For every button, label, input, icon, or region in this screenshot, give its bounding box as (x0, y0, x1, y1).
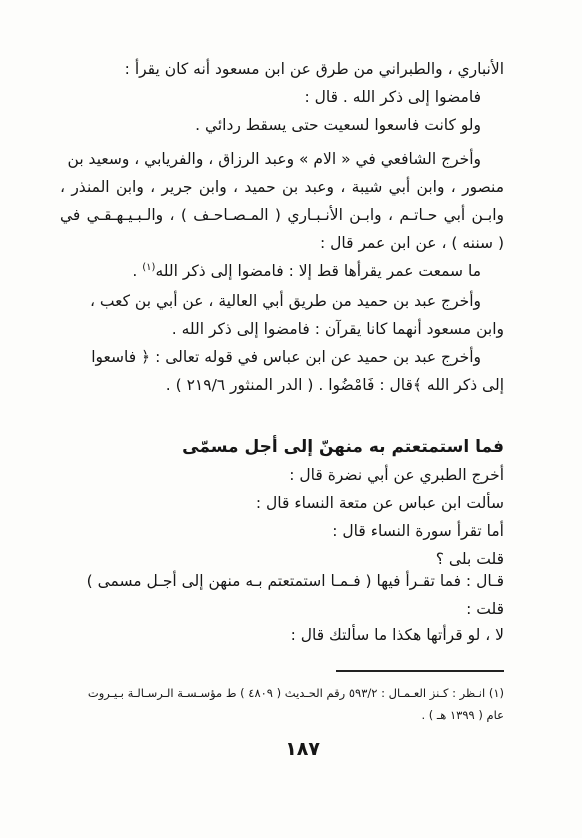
text-line: لا ، لو قرأتها هكذا ما سألتك قال : (290, 626, 504, 644)
text-line: ولو كانت فاسعوا لسعيت حتى يسقط ردائي . (195, 116, 481, 134)
text-line: أخرج الطبري عن أبي نضرة قال : (289, 466, 504, 484)
footnote-divider (336, 670, 504, 672)
text-segment: ما سمعت عمر يقرأها قط إلا : فامضوا إلى ذكر الله (155, 262, 481, 281)
text-line: وأخرج عبد بن حميد عن ابن عباس في قوله تعالى : ﴿ فاسعوا (91, 348, 481, 366)
text-line: إلى ذكر الله ﴾قال : فَامْضُوا . ( الدر المنثور ٢١٩/٦ ) . (165, 376, 504, 394)
text-line: قـال : فما تقـرأ فيها ( فـمـا استمتعتم بـه منهن إلى أجـل مسمى ) (86, 572, 504, 590)
footnote-marker: (١) (142, 262, 156, 273)
footnote-line: (١) انـظر : كـنز العـمـال : ٥٩٣/٢ رقم الحـديث ( ٤٨٠٩ ) ط مؤسـسـة الـرسـالـة بـيـروت (87, 686, 504, 700)
text-line: ( سننه ) ، عن ابن عمر قال : (319, 234, 504, 252)
page-number: ١٨٧ (285, 738, 320, 760)
verse-heading: فما استمتعتم به منهنّ إلى أجل مسمّى (182, 437, 504, 457)
text-line: منصور ، وابن أبي شيبة ، وعبد بن حميد ، وابن جرير ، وابن المنذر ، (60, 178, 504, 196)
text-line: فامضوا إلى ذكر الله . قال : (304, 88, 481, 106)
text-line: وابن مسعود أنهما كانا يقرآن : فامضوا إلى ذكر الله . (171, 320, 504, 338)
text-line (132, 257, 481, 279)
text-line: أما تقرأ سورة النساء قال : (332, 522, 504, 540)
text-line: وأخرج عبد بن حميد من طريق أبي العالية ، عن أبي بن كعب ، (89, 292, 481, 310)
text-line: الأنباري ، والطبراني من طرق عن ابن مسعود أنه كان يقرأ : (124, 60, 504, 78)
text-line: قلت بلى ؟ (435, 550, 504, 568)
text-line: سألت ابن عباس عن متعة النساء قال : (255, 494, 504, 512)
text-segment: . (132, 262, 143, 281)
text-line: وأخرج الشافعي في « الام » وعبد الرزاق ، والفريابي ، وسعيد بن (67, 150, 481, 168)
footnote-line: عام ( ١٣٩٩ هـ ) . (421, 708, 504, 722)
text-line: قلت : (466, 600, 504, 618)
text-line: وابـن أبي حـاتـم ، وابـن الأنـبـاري ( المـصـاحـف ) ، والـبـيـهـقـي في (60, 206, 504, 224)
